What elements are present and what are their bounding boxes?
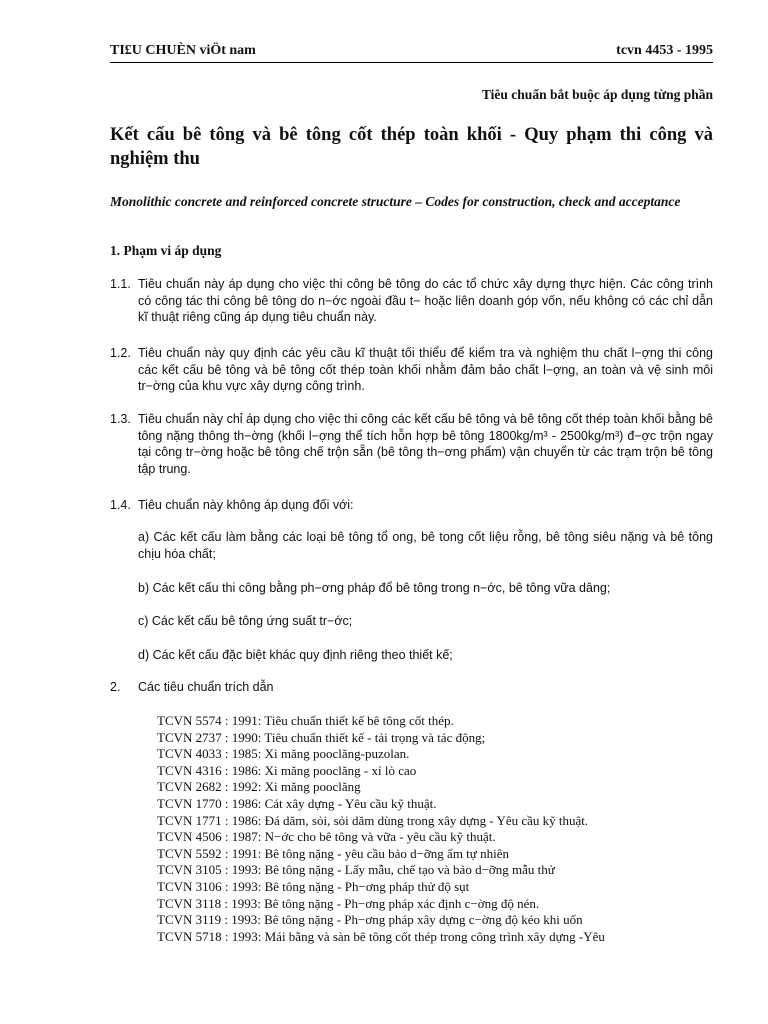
paragraph-number: 1.2. [110, 346, 131, 360]
list-item: TCVN 2682 : 1992: Xi măng pooclăng [157, 779, 361, 795]
section-number: 2. [110, 680, 121, 694]
paragraph-1-1 [110, 276, 713, 326]
list-item: TCVN 3105 : 1993: Bê tông nặng - Lấy mẫu, chế tạo và bảo d−ỡng mẫu thử [157, 862, 555, 878]
section-1-heading: 1. Phạm vi áp dụng [110, 243, 222, 258]
header-standard-code: tcvn 4453 - 1995 [616, 43, 713, 58]
list-item-c: c) Các kết cấu bê tông ứng suất tr−ớc; [138, 614, 353, 628]
paragraph-text: Tiêu chuẩn này chỉ áp dụng cho việc thi công các kết cấu bê tông và bê tông cốt thép toàn khối bằng bê tông nặng thông th−ờng (khối l−ợng thể tích hỗn hợp bê tông 1800kg/m³ - 2500kg/m³) đ−ợc trộn ngay tại công tr−ờng hoặc bê tông chế trộn sẵn (bê tông th−ơng phẩm) vận chuyển từ các trạm trộn bê tông tập trung. [138, 412, 713, 476]
list-item: TCVN 4316 : 1986: Xi măng pooclăng - xỉ lò cao [157, 762, 417, 778]
list-item-a: a) Các kết cấu làm bằng các loại bê tông tổ ong, bê tong cốt liệu rỗng, bê tông siêu nặng và bê tông chịu hóa chất; [138, 530, 713, 561]
list-item: TCVN 5574 : 1991: Tiêu chuẩn thiết kế bê tông cốt thép. [157, 713, 454, 728]
list-item: TCVN 5592 : 1991: Bê tông nặng - yêu cầu bảo d−ỡng ẩm tự nhiên [157, 845, 509, 861]
paragraph-1-4 [110, 497, 713, 514]
list-item: TCVN 4033 : 1985: Xi măng pooclăng-puzolan. [157, 746, 410, 762]
section-title: Các tiêu chuẩn trích dẫn [138, 680, 274, 694]
header-standard-name: TI£U CHUÈN viÖt nam [110, 43, 256, 58]
list-item: TCVN 3119 : 1993: Bê tông nặng - Ph−ơng pháp xây dựng c−ờng độ kéo khi uốn [157, 912, 583, 928]
list-item: TCVN 3118 : 1993: Bê tông nặng - Ph−ơng pháp xác định c−ờng độ nén. [157, 895, 540, 911]
header-divider [110, 62, 713, 63]
section-2-heading [110, 680, 274, 694]
list-item: TCVN 1771 : 1986: Đá dăm, sỏi, sỏi dăm dùng trong xây dựng - Yêu cầu kỹ thuật. [157, 812, 589, 828]
mandatory-note: Tiêu chuẩn bắt buộc áp dụng từng phần [481, 87, 713, 102]
document-title: Kết cấu bê tông và bê tông cốt thép toàn khối - Quy phạm thi công và nghiệm thu [110, 125, 713, 169]
list-item: TCVN 5718 : 1993: Mái bằng và sàn bê tông cốt thép trong công trình xây dựng -Yêu [157, 928, 605, 944]
paragraph-number: 1.3. [110, 412, 131, 426]
paragraph-1-2 [110, 345, 713, 395]
list-item: TCVN 3106 : 1993: Bê tông nặng - Ph−ơng pháp thử độ sụt [157, 878, 470, 894]
standards-list [157, 713, 713, 945]
paragraph-text: Tiêu chuẩn này quy định các yêu cầu kĩ thuật tối thiểu để kiểm tra và nghiệm thu chất l−ợng thi công các kết cấu bê tông và bê tông cốt thép toàn khối nhằm đảm bảo chất l−ợng, an toàn và vệ sinh môi tr−ờng của khu vực xây dựng công trình. [138, 346, 713, 393]
document-subtitle: Monolithic concrete and reinforced concrete structure – Codes for construction, check and acceptance [110, 194, 681, 209]
paragraph-1-3 [110, 411, 713, 477]
list-item: TCVN 4506 : 1987: N−ớc cho bê tông và vữa - yêu cầu kỹ thuật. [157, 829, 496, 845]
paragraph-number: 1.1. [110, 277, 131, 291]
paragraph-number: 1.4. [110, 498, 131, 512]
list-item-b: b) Các kết cấu thi công bằng ph−ơng pháp đổ bê tông trong n−ớc, bê tông vữa dâng; [138, 581, 611, 595]
paragraph-text: Tiêu chuẩn này áp dụng cho việc thi công bê tông do các tổ chức xây dựng thực hiện. Các công trình có công tác thi công bê tông do n−ớc ngoài đầu t− hoặc liên doanh góp vốn, nếu không có các chỉ dẫn kĩ thuật riêng cũng áp dụng tiêu chuẩn này. [138, 277, 713, 324]
list-item: TCVN 1770 : 1986: Cát xây dựng - Yêu cầu kỹ thuật. [157, 795, 437, 811]
list-item-d: d) Các kết cấu đặc biệt khác quy định riêng theo thiết kế; [138, 648, 453, 662]
page-header [110, 43, 713, 59]
list-item: TCVN 2737 : 1990: Tiêu chuẩn thiết kế - tải trọng và tác động; [157, 729, 486, 745]
paragraph-text: Tiêu chuẩn này không áp dụng đối với: [138, 498, 354, 512]
